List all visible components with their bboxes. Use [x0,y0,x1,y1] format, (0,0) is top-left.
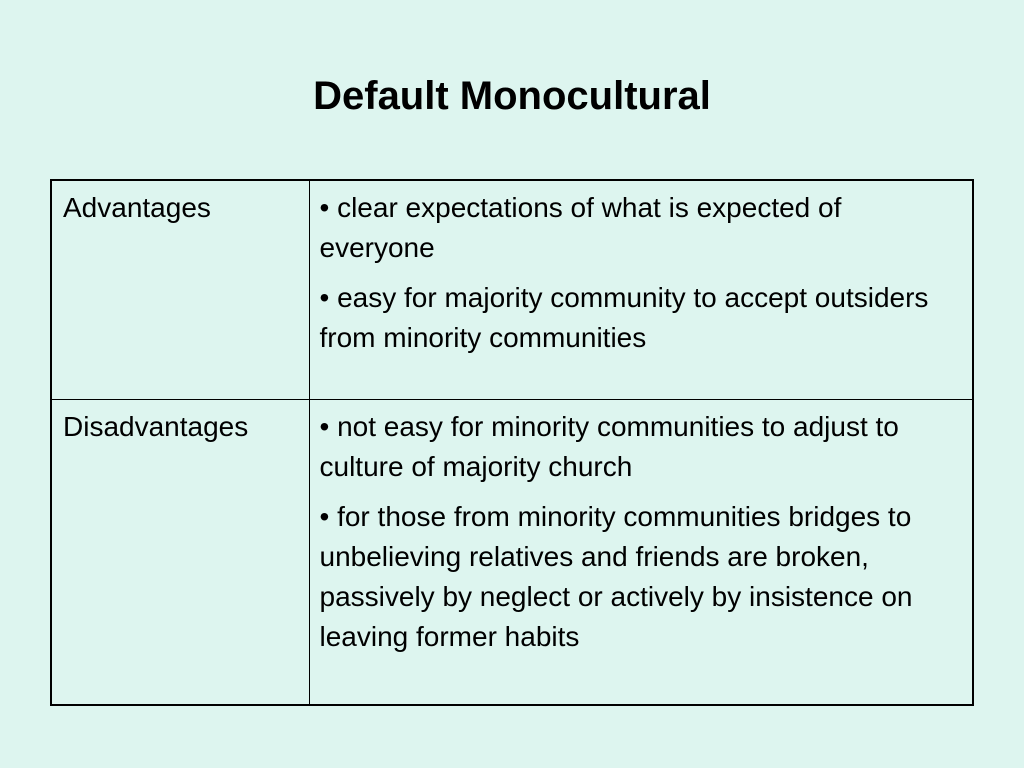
table-row-advantages [51,180,973,399]
list-item: • for those from minority communities bridges to unbelieving relatives and friends are broken, passively by neglect or actively by insistence on leaving former habits [319,500,913,652]
row-label-advantages: Advantages [51,180,309,399]
list-item: • easy for majority community to accept outsiders from minority communities [319,282,929,353]
comparison-table [50,179,974,706]
list-item: • clear expectations of what is expected of everyone [319,192,842,263]
bullet-list-advantages [309,180,973,399]
list-item: • not easy for minority communities to adjust to culture of majority church [319,410,899,482]
table-row-disadvantages [51,399,973,705]
row-label-disadvantages: Disadvantages [51,399,309,705]
bullet-list-disadvantages [309,399,973,705]
slide-title: Default Monocultural [313,74,711,118]
